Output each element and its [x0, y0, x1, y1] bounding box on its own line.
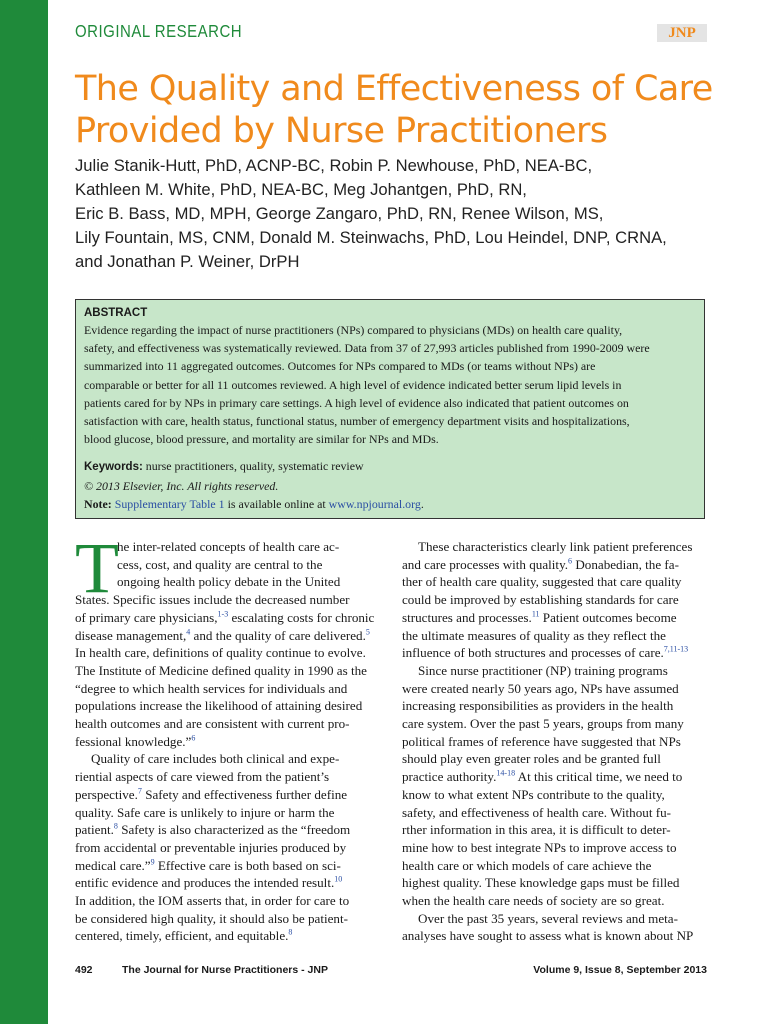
text-line: Over the past 35 years, several reviews and meta- [418, 910, 678, 926]
text-line: influence of both structures and processes of care.$^{7,11-13}$ [402, 644, 689, 661]
text-line: and care processes with quality.$^6$ Donabedian, the fa- [402, 556, 679, 572]
text-line: could be improved by establishing standards for care [402, 592, 679, 608]
text-line: cess, cost, and quality are central to the [117, 556, 323, 572]
volume-info: Volume 9, Issue 8, September 2013 [533, 964, 707, 976]
text-line: entific evidence and produces the intended result.$^{10}$ [75, 875, 343, 891]
text-line: care system. Over the past 5 years, groups from many [402, 716, 684, 732]
journal-name: The Journal for Nurse Practitioners - JNP [122, 964, 328, 976]
note-period: . [420, 497, 424, 512]
text-line: riential aspects of care viewed from the patient’s [75, 769, 330, 785]
page-number: 492 [75, 964, 93, 976]
text-line: perspective.$^7$ Safety and effectiveness further define [75, 786, 348, 802]
text-line: increasing responsibilities as providers in the health [402, 698, 674, 714]
text-line: know to what extent NPs contribute to the quality, [402, 786, 665, 802]
text-line: highest quality. These knowledge gaps must be filled [402, 875, 680, 891]
text-line: from accidental or preventable injuries produced by [75, 839, 347, 855]
text-line: Since nurse practitioner (NP) training programs [418, 662, 668, 678]
author-line: Eric B. Bass, MD, MPH, George Zangaro, PhD, RN, Renee Wilson, MS, [75, 204, 604, 223]
author-line: Kathleen M. White, PhD, NEA-BC, Meg Johantgen, PhD, RN, [75, 180, 527, 199]
author-list [75, 154, 735, 274]
text-line: ongoing health policy debate in the United [117, 574, 341, 590]
text-line: quality. Safe care is unlikely to injure or harm the [75, 804, 335, 820]
citation[interactable]: 7 [137, 786, 142, 796]
author-line: Julie Stanik-Hutt, PhD, ACNP-BC, Robin P. Newhouse, PhD, NEA-BC, [75, 156, 593, 175]
text-line: populations increase the likelihood of attaining desired [75, 698, 363, 714]
text-line: he inter-related concepts of health care ac- [117, 539, 340, 554]
text-line: health outcomes and are consistent with current pro- [75, 716, 350, 732]
journal-url-link[interactable]: www.npjournal.org [328, 497, 421, 512]
keywords-label: Keywords: [84, 461, 143, 474]
abstract-text [84, 321, 696, 448]
text-line: States. Specific issues include the decreased number [75, 592, 350, 608]
article-title [75, 68, 725, 152]
text-line: practice authority.$^{14-18}$ At this critical time, we need to [402, 768, 683, 785]
citation[interactable]: 4 [186, 627, 191, 637]
text-line: patient.$^8$ Safety is also characterized as the “freedom [75, 821, 351, 838]
citation[interactable]: 6 [191, 733, 196, 743]
page-footer [75, 964, 707, 978]
citation[interactable]: 9 [150, 857, 155, 867]
note-text: is available online at [227, 497, 326, 512]
text-line: the ultimate measures of quality as they reflect the [402, 627, 666, 643]
text-line: were created nearly 50 years ago, NPs have assumed [402, 680, 679, 696]
citation[interactable]: 11 [531, 609, 540, 619]
body-column-right [402, 538, 708, 945]
keywords-text: nurse practitioners, quality, systematic review [145, 459, 364, 474]
citation[interactable]: 14-18 [496, 768, 516, 778]
side-color-bar [0, 0, 48, 1024]
citation[interactable]: 1-3 [217, 609, 229, 619]
text-line: medical care.”$^9$ Effective care is both based on sci- [75, 857, 341, 873]
abstract-line: blood glucose, blood pressure, and mortality are similar for NPs and MDs. [84, 432, 439, 447]
abstract-line: comparable or better for all 11 outcomes reviewed. A high level of evidence indicated better serum lipid levels in [84, 377, 622, 392]
abstract-box [75, 299, 705, 519]
text-line: when the health care needs of society are so great. [402, 893, 665, 909]
text-line: be considered high quality, it should also be patient- [75, 910, 348, 926]
keywords [84, 457, 696, 477]
text-line: disease management,$^4$ and the quality of care delivered.$^5$ [75, 627, 370, 643]
citation[interactable]: 7,11-13 [663, 644, 689, 654]
citation[interactable]: 10 [334, 875, 343, 884]
text-line: In health care, definitions of quality continue to evolve. [75, 645, 366, 661]
text-line: rther information in this area, it is difficult to deter- [402, 822, 671, 838]
text-line: safety, and effectiveness of health care. Without fu- [402, 804, 671, 820]
journal-badge: JNP [657, 24, 707, 42]
text-line: mine how to best integrate NPs to improve access to [402, 839, 677, 855]
title-line: Provided by Nurse Practitioners [75, 111, 608, 151]
abstract-line: safety, and effectiveness was systematically reviewed. Data from 37 of 27,993 articles published from 1990-2009 were [84, 341, 650, 356]
text-line: structures and processes.$^{11}$ Patient outcomes become [402, 609, 677, 625]
supplement-link[interactable]: Supplementary Table 1 [114, 497, 225, 512]
citation[interactable]: 6 [568, 556, 573, 566]
abstract-line: patients cared for by NPs in primary care settings. A high level of evidence also indicated that patient outcomes on [84, 395, 629, 410]
abstract-line: satisfaction with care, health status, functional status, number of emergency department visits and hospitalizations, [84, 414, 630, 429]
section-label: ORIGINAL RESEARCH [75, 22, 243, 42]
text-line: In addition, the IOM asserts that, in order for care to [75, 893, 350, 909]
abstract-line: summarized into 11 aggregated outcomes. Outcomes for NPs compared to MDs (or teams without NPs) are [84, 359, 596, 374]
citation[interactable]: 8 [113, 821, 118, 831]
text-line: The Institute of Medicine defined quality in 1990 as the [75, 662, 367, 678]
copyright: © 2013 Elsevier, Inc. All rights reserved. [84, 478, 279, 493]
text-line: political frames of reference have suggested that NPs [402, 733, 681, 749]
abstract-line: Evidence regarding the impact of nurse practitioners (NPs) compared to physicians (MDs) on health care quality, [84, 323, 623, 337]
text-line: health care or which models of care achieve the [402, 857, 652, 873]
author-line: and Jonathan P. Weiner, DrPH [75, 252, 300, 271]
text-line: centered, timely, efficient, and equitable.$^8$ [75, 928, 293, 944]
note-label: Note: [84, 497, 112, 512]
author-line: Lily Fountain, MS, CNM, Donald M. Steinwachs, PhD, Lou Heindel, DNP, CRNA, [75, 228, 667, 247]
text-line: analyses have sought to assess what is known about NP [402, 928, 694, 944]
text-line: of primary care physicians,$^{1-3}$ escalating costs for chronic [75, 609, 375, 625]
supplement-note [84, 495, 696, 514]
text-line: These characteristics clearly link patient preferences [418, 539, 693, 554]
citation[interactable]: 8 [288, 928, 293, 938]
text-line: fessional knowledge.”$^6$ [75, 733, 196, 749]
drop-cap: T [75, 528, 119, 608]
text-line: “degree to which health services for individuals and [75, 680, 348, 696]
title-line: The Quality and Effectiveness of Care [75, 69, 713, 109]
text-line: ther of health care quality, suggested that care quality [402, 574, 682, 590]
abstract-heading: ABSTRACT [84, 307, 148, 319]
citation[interactable]: 5 [365, 627, 370, 637]
body-column-left [75, 528, 381, 945]
text-line: Quality of care includes both clinical and expe- [91, 751, 340, 767]
text-line: should play even greater roles and be granted full [402, 751, 661, 767]
